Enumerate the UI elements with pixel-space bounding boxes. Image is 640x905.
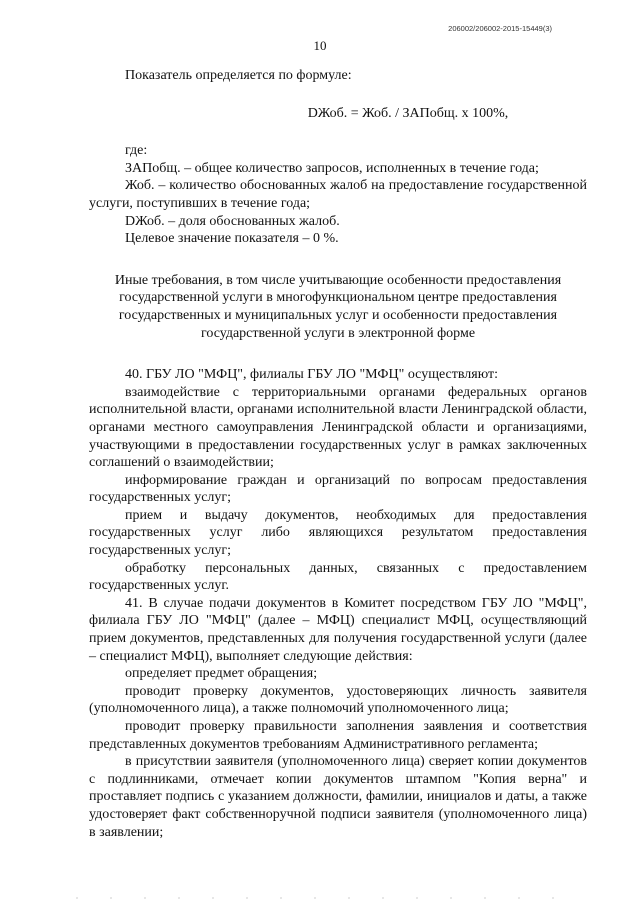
list-item: в присутствии заявителя (уполномоченного лица) сверяет копии документов с подлинниками, отмечает копии документов штампом "Копия верна" и проставляет подпись с указанием должности, фамилии, инициалов и даты, а также удостоверяет факт собственноручной подписи заявителя (уполномоченного лица) в заявлении; <box>89 754 587 840</box>
section-heading: Иные требования, в том числе учитывающие особенности предоставления государственной услуги в многофункциональном центре предоставления государственных и муниципальных услуг и особенности предоставления государственной услуги в электронной форме <box>114 272 562 341</box>
scan-artifact-dots <box>60 897 580 899</box>
definition-zap: ЗАПобщ. – общее количество запросов, исполненных в течение года; <box>125 160 539 176</box>
definition-zhob: Жоб. – количество обоснованных жалоб на предоставление государственной услуги, поступивших в течение года; <box>89 178 587 211</box>
formula: DЖоб. = Жоб. / ЗАПобщ. х 100%, <box>307 105 509 121</box>
list-item: прием и выдачу документов, необходимых для предоставления государственных услуг либо являющихся результатом предоставления государственных услуг; <box>89 507 587 559</box>
list-item: определяет предмет обращения; <box>125 666 318 682</box>
list-item: проводит проверку правильности заполнения заявления и соответствия представленных документов требованиям Административного регламента; <box>89 719 587 752</box>
clause-41: 41. В случае подачи документов в Комитет посредством ГБУ ЛО "МФЦ", филиала ГБУ ЛО "МФЦ" (далее – МФЦ) специалист МФЦ, осуществляющий прием документов, представленных для получения государственной услуги (далее – специалист МФЦ), выполняет следующие действия: <box>89 595 587 664</box>
formula-intro: Показатель определяется по формуле: <box>125 68 352 83</box>
definition-dzhob: DЖоб. – доля обоснованных жалоб. <box>125 213 340 229</box>
list-item: обработку персональных данных, связанных с предоставлением государственных услуг. <box>89 560 587 594</box>
target-value: Целевое значение показателя – 0 %. <box>125 231 339 247</box>
page-number: 10 <box>313 38 327 53</box>
list-item: проводит проверку документов, удостоверяющих личность заявителя (уполномоченного лица), а также полномочий уполномоченного лица; <box>89 683 587 717</box>
clause-40: 40. ГБУ ЛО "МФЦ", филиалы ГБУ ЛО "МФЦ" осуществляют: <box>125 367 499 383</box>
document-id: 206002/206002-2015-15449(3) <box>448 24 552 33</box>
list-item: информирование граждан и организаций по вопросам предоставления государственных услуг; <box>89 472 587 506</box>
document-body <box>89 67 587 841</box>
formula-where: где: <box>125 143 148 159</box>
list-item: взаимодействие с территориальными органами федеральных органов исполнительной власти, органами исполнительной власти Ленинградской области, органами местного самоуправления Ленинградской области и организациями, участвующими в предоставлении государственных услуг в рамках заключенных соглашений о взаимодействии; <box>89 384 587 471</box>
